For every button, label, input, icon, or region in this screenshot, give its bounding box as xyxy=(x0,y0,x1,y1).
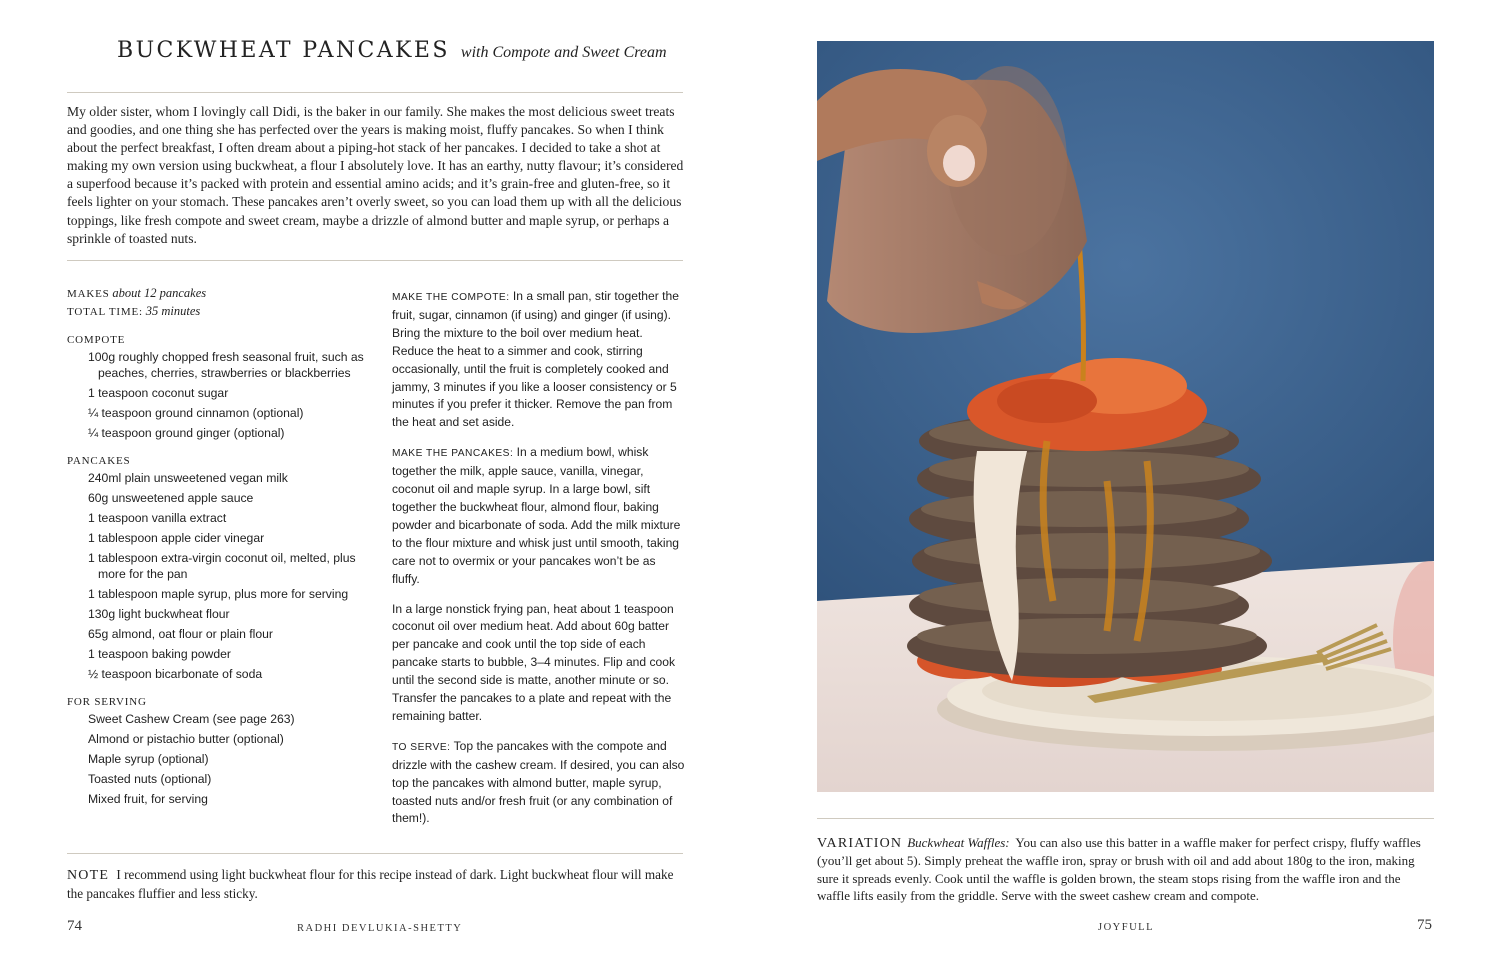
ingredient-item: 130g light buckwheat flour xyxy=(88,606,230,621)
step-text: Top the pancakes with the compote and drizzle with the cashew cream. If desired, you can also top the pancakes with almond butter, maple syrup, toasted nuts and/or fresh fruit (or any combination of them!). xyxy=(392,738,685,826)
step-to-serve xyxy=(392,738,686,829)
ingredient-item: 100g roughly chopped fresh seasonal fruit, such as peaches, cherries, strawberries or blackberries xyxy=(88,350,364,380)
total-time-value: 35 minutes xyxy=(145,303,201,318)
step-frying: In a large nonstick frying pan, heat about 1 teaspoon coconut oil over medium heat. Add about 60g batter per pancake and cook until the top side of each pancake starts to bubble, 3–4 minutes. Flip and cook until the second side is matte, another minute or so. Transfer the pancakes to a plate and repeat with the remaining batter. xyxy=(392,601,676,723)
ingredient-item: ½ teaspoon bicarbonate of soda xyxy=(88,666,263,681)
step-make-pancakes xyxy=(392,444,686,588)
ingredient-item: ¼ teaspoon ground ginger (optional) xyxy=(88,425,285,440)
ingredient-item: 1 teaspoon vanilla extract xyxy=(88,511,227,526)
ingredient-item: 60g unsweetened apple sauce xyxy=(88,491,254,506)
variation-label: VARIATION xyxy=(817,836,903,851)
ingredient-item: 65g almond, oat flour or plain flour xyxy=(88,626,273,641)
ingredients-column xyxy=(67,285,372,812)
note-text: I recommend using light buckwheat flour for this recipe instead of dark. Light buckwheat flour will make the pancakes fluffier and less sticky. xyxy=(67,867,674,901)
ingredient-item: ¼ teaspoon ground cinnamon (optional) xyxy=(88,405,304,420)
step-label: MAKE THE PANCAKES: xyxy=(392,448,514,460)
pancakes-heading: PANCAKES xyxy=(67,455,131,468)
variation-text: You can also use this batter in a waffle maker for perfect crispy, fluffy waffles (you’ll get about 5). Simply preheat the waffle iron, spray or brush with oil and add about 180g to the iron, making sure it spreads evenly. Cook until the waffle is golden brown, the steam stops rising from the waffle iron and the waffle lifts easily from the griddle. Serve with the sweet cashew cream and compote. xyxy=(817,835,1421,903)
ingredient-item: 240ml plain unsweetened vegan milk xyxy=(88,471,288,486)
ingredient-item: Toasted nuts (optional) xyxy=(88,772,212,787)
divider xyxy=(817,818,1434,819)
serving-ingredient-list xyxy=(67,712,372,808)
ingredient-item: Almond or pistachio butter (optional) xyxy=(88,732,284,747)
recipe-subtitle: with Compote and Sweet Cream xyxy=(460,44,667,61)
page-number-right: 75 xyxy=(1417,917,1432,933)
compote-ingredient-list xyxy=(67,350,372,441)
page-number-left: 74 xyxy=(67,918,82,934)
variation-note xyxy=(817,834,1435,904)
intro-paragraph: My older sister, whom I lovingly call Didi, is the baker in our family. She makes the most delicious sweet treats and goodies, and one thing she has perfected over the years is making moist, fluffy pancakes. So when I think about the perfect breakfast, I often dream about a piping-hot stack of her pancakes. I decided to take a shot at making my own version using buckwheat, a flour I absolutely love. It has an earthy, nutty flavour; it’s considered a superfood because it’s packed with protein and essential amino acids; and it’s grain-free and gluten-free, so it feels lighter on your stomach. These pancakes aren’t overly sweet, so you can load them up with all the delicious toppings, like fresh compote and sweet cream, maybe a drizzle of almond butter and maple syrup, or perhaps a sprinkle of toasted nuts. xyxy=(67,104,684,246)
total-time-line xyxy=(67,303,372,321)
method-column xyxy=(392,288,686,840)
divider xyxy=(67,92,683,93)
total-time-label: TOTAL TIME: xyxy=(67,305,143,318)
step-make-compote xyxy=(392,288,686,432)
running-footer-author: RADHI DEVLUKIA-SHETTY xyxy=(297,923,463,934)
ingredient-item: 1 teaspoon coconut sugar xyxy=(88,385,229,400)
makes-label: MAKES xyxy=(67,288,110,300)
ingredient-item: 1 tablespoon extra-virgin coconut oil, melted, plus more for the pan xyxy=(88,551,356,581)
makes-line xyxy=(67,285,372,303)
compote-heading: COMPOTE xyxy=(67,334,126,346)
ingredient-item: Maple syrup (optional) xyxy=(88,752,209,767)
step-text: In a medium bowl, whisk together the milk, apple sauce, vanilla, vinegar, coconut oil and maple syrup. In a large bowl, sift together the buckwheat flour, almond flour, baking powder and bicarbonate of soda. Add the milk mixture to the flour mixture and whisk just until smooth, taking care not to overmix or your pancakes won’t be as fluffy. xyxy=(392,445,681,586)
divider xyxy=(67,853,683,854)
ingredient-item: 1 tablespoon maple syrup, plus more for serving xyxy=(88,586,349,601)
note-label: NOTE xyxy=(67,868,110,883)
pancake-stack-photo xyxy=(817,41,1434,792)
variation-name: Buckwheat Waffles: xyxy=(907,835,1010,850)
ingredient-item: 1 teaspoon baking powder xyxy=(88,646,231,661)
running-footer-title: JOYFULL xyxy=(1098,922,1155,933)
note xyxy=(67,866,687,902)
recipe-title-main: BUCKWHEAT PANCAKES xyxy=(117,38,450,63)
pancakes-ingredient-list xyxy=(67,471,372,682)
ingredient-item: 1 tablespoon apple cider vinegar xyxy=(88,531,265,546)
step-text: In a small pan, stir together the fruit, sugar, cinnamon (if using) and ginger (if using). Bring the mixture to the boil over medium heat. Reduce the heat to a simmer and cook, stirring occasionally, until the fruit is completely cooked and jammy, 3 minutes if you like a looser consistency or 5 minutes if you prefer it thicker. Remove the pan from the heat and set aside. xyxy=(392,289,679,430)
step-label: TO SERVE: xyxy=(392,741,451,753)
ingredient-item: Mixed fruit, for serving xyxy=(88,792,208,807)
recipe-title xyxy=(117,38,667,63)
divider xyxy=(67,260,683,261)
step-label: MAKE THE COMPOTE: xyxy=(392,292,510,303)
makes-value: about 12 pancakes xyxy=(112,286,207,300)
for-serving-heading: FOR SERVING xyxy=(67,696,147,709)
ingredient-item: Sweet Cashew Cream (see page 263) xyxy=(88,712,295,727)
